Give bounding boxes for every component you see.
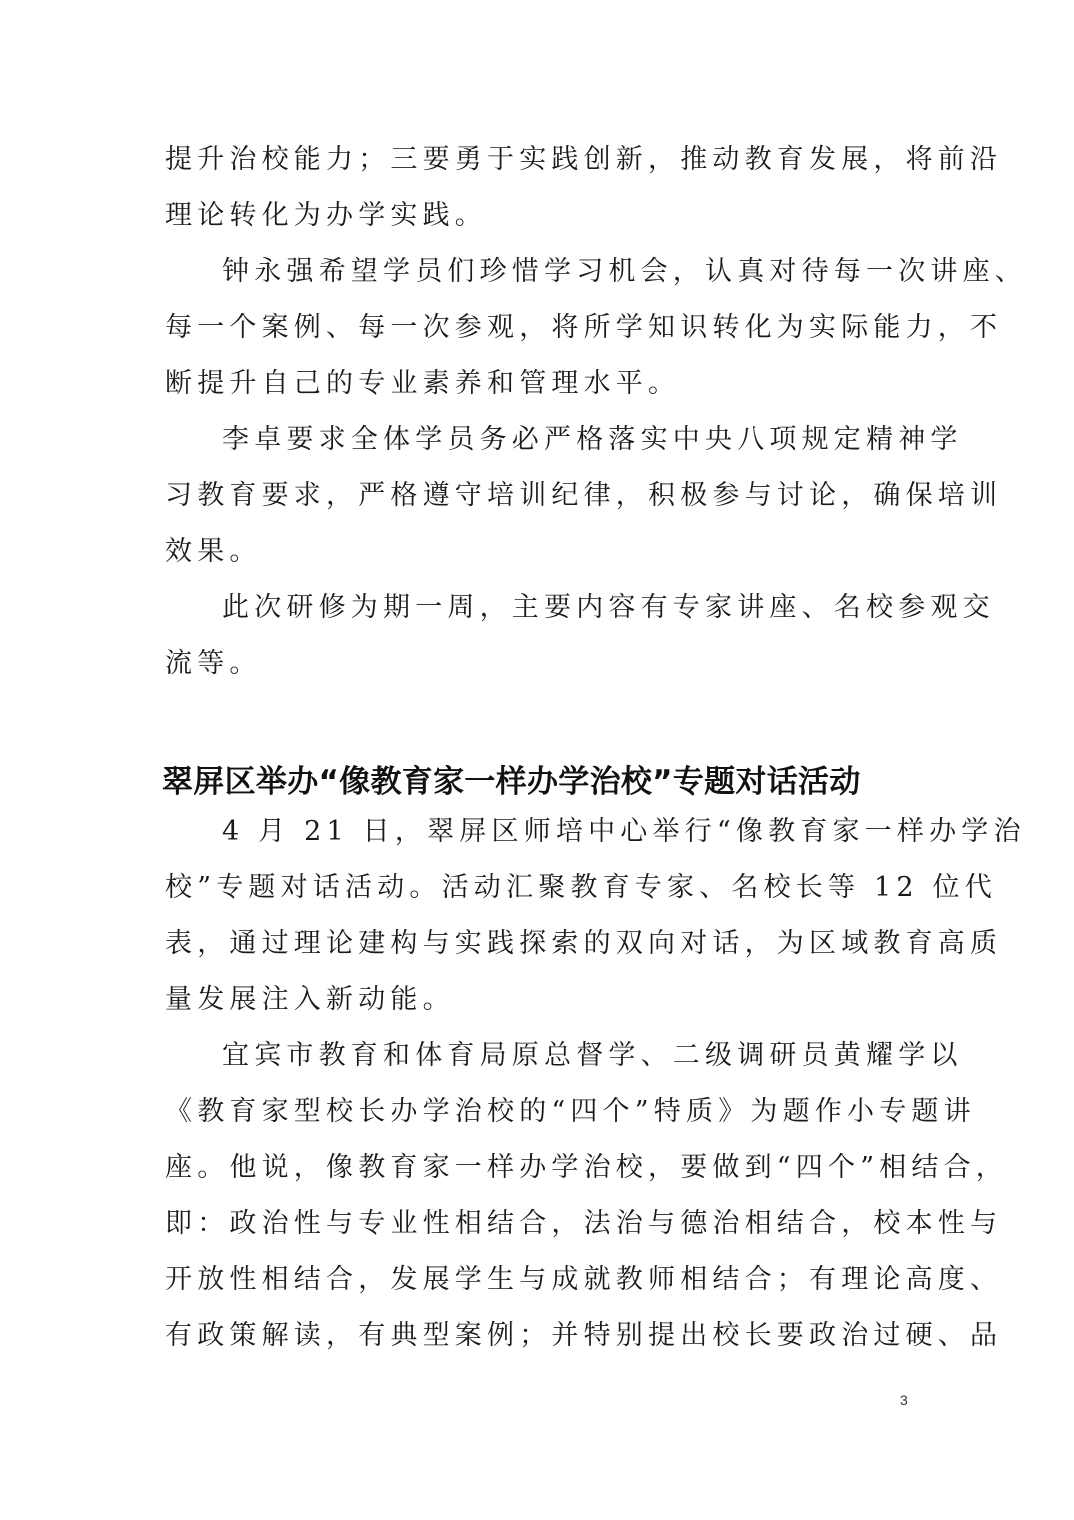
paragraph-line: 宜宾市教育和体育局原总督学、二级调研员黄耀学以 [222, 1040, 963, 1071]
paragraph-line: 即：政治性与专业性相结合，法治与德治相结合，校本性与 [165, 1208, 1003, 1239]
paragraph-line: 李卓要求全体学员务必严格落实中央八项规定精神学 [222, 424, 963, 455]
page-number: 3 [900, 1392, 908, 1408]
paragraph-line: 开放性相结合，发展学生与成就教师相结合；有理论高度、 [165, 1264, 1003, 1295]
paragraph-line: 效果。 [165, 536, 262, 567]
paragraph-line: 表，通过理论建构与实践探索的双向对话，为区域教育高质 [165, 928, 1003, 959]
paragraph-line: 量发展注入新动能。 [165, 984, 455, 1015]
paragraph-line: 习教育要求，严格遵守培训纪律，积极参与讨论，确保培训 [165, 480, 1003, 511]
paragraph-line: 有政策解读，有典型案例；并特别提出校长要政治过硬、品 [165, 1320, 1003, 1351]
paragraph-line: 校”专题对话活动。活动汇聚教育专家、名校长等 12 位代 [165, 872, 997, 903]
paragraph-line: 提升治校能力；三要勇于实践创新，推动教育发展，将前沿 [165, 144, 1003, 175]
article-heading: 翠屏区举办“像教育家一样办学治校”专题对话活动 [162, 764, 861, 800]
paragraph-line: 钟永强希望学员们珍惜学习机会，认真对待每一次讲座、 [222, 256, 1027, 287]
paragraph-line: 座。他说，像教育家一样办学治校，要做到“四个”相结合， [165, 1152, 1009, 1183]
paragraph-line: 理论转化为办学实践。 [165, 200, 487, 231]
paragraph-line: 流等。 [165, 648, 262, 679]
paragraph-line: 4 月 21 日，翠屏区师培中心举行“像教育家一样办学治 [222, 816, 1026, 847]
paragraph-line: 此次研修为期一周，主要内容有专家讲座、名校参观交 [222, 592, 995, 623]
paragraph-line: 《教育家型校长办学治校的“四个”特质》为题作小专题讲 [165, 1096, 976, 1127]
paragraph-line: 断提升自己的专业素养和管理水平。 [165, 368, 681, 399]
paragraph-line: 每一个案例、每一次参观，将所学知识转化为实际能力，不 [165, 312, 1003, 343]
